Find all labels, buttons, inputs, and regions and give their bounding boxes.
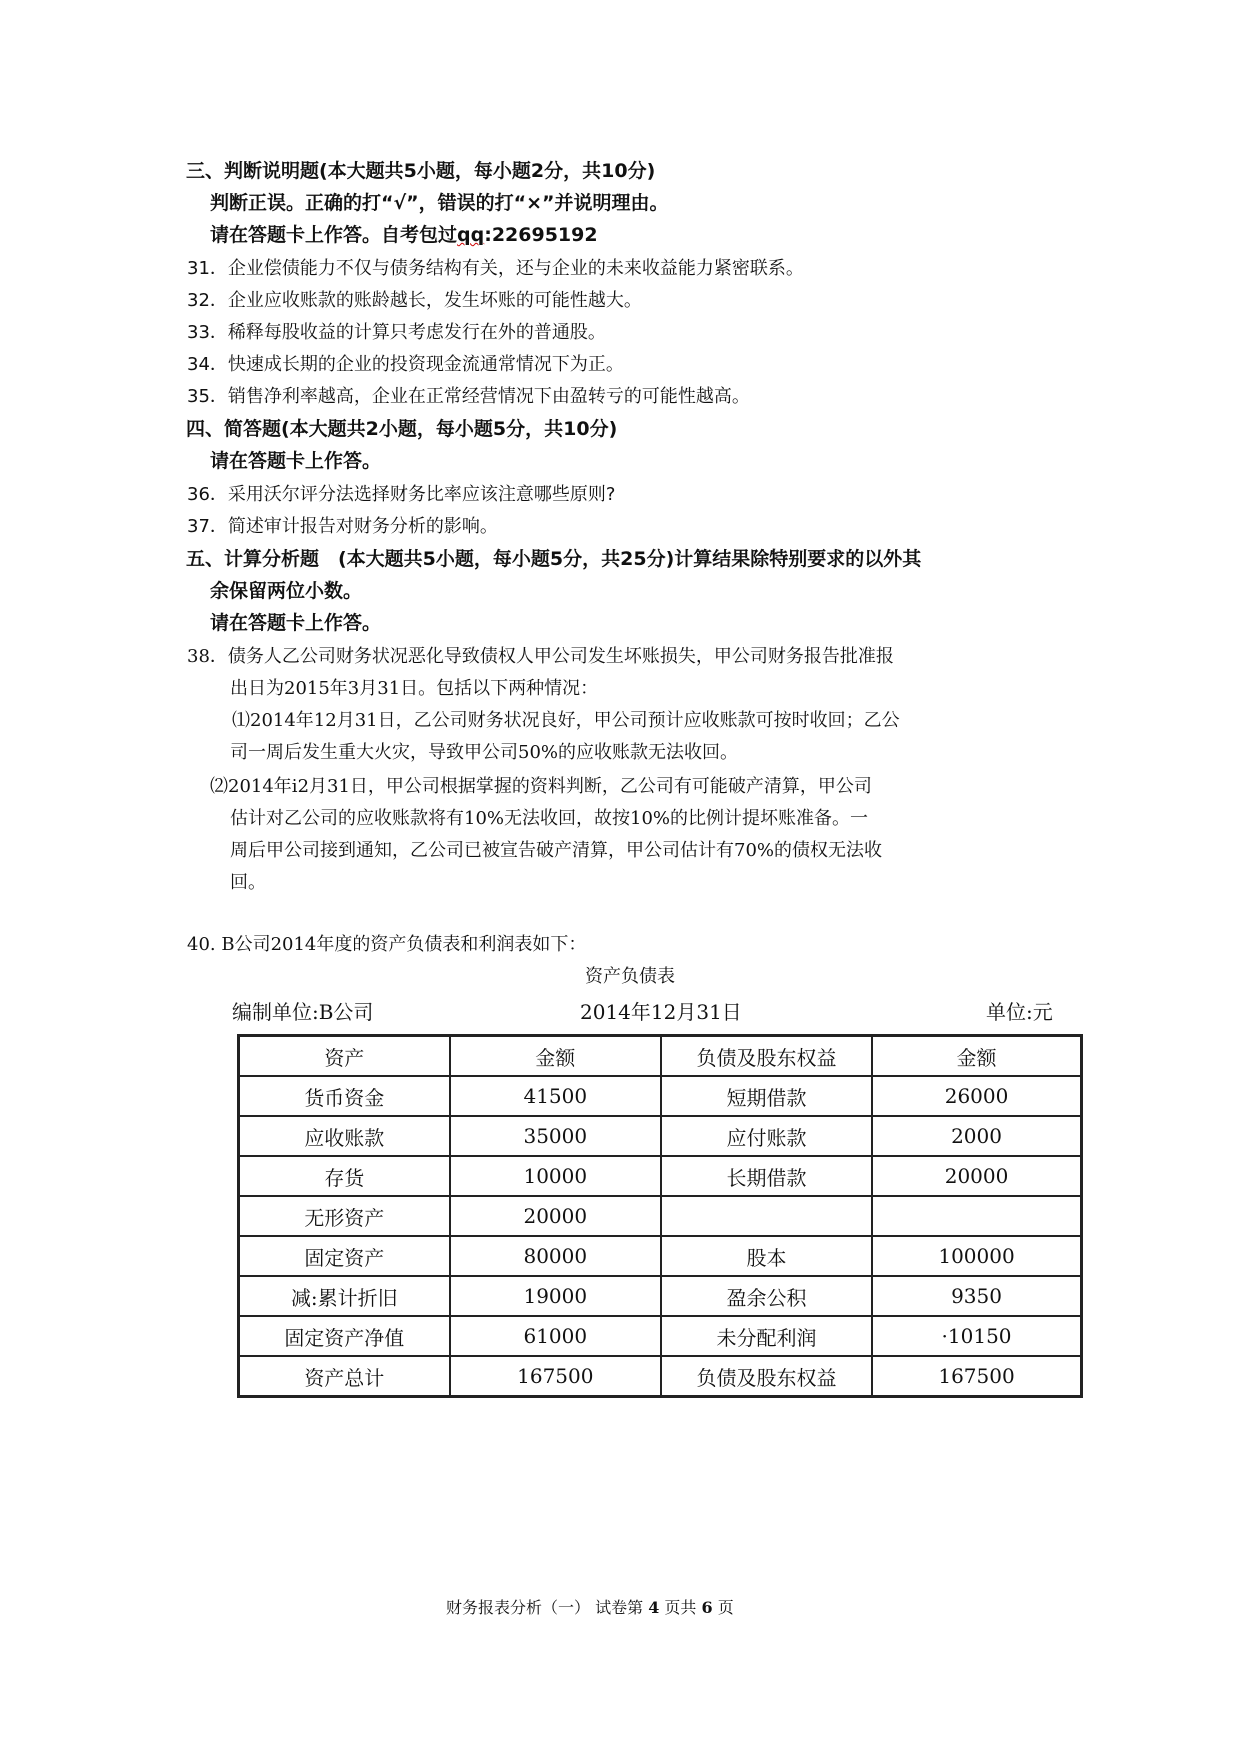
section5-instruction: 请在答题卡上作答。	[210, 612, 382, 634]
question-33: 33．稀释每股收益的计算只考虑发行在外的普通股。	[187, 322, 606, 343]
section4-title: 四、简答题(本大题共2小题，每小题5分，共10分)	[186, 418, 618, 440]
table-cell: 未分配利润	[661, 1316, 872, 1356]
table-cell: 应收账款	[239, 1116, 450, 1156]
footer-suffix: 页	[717, 1598, 734, 1617]
table-row	[239, 1276, 1082, 1316]
balance-sheet-table	[237, 1034, 1083, 1398]
table-cell	[661, 1196, 872, 1236]
table-cell: 2000	[872, 1116, 1081, 1156]
table-cell: 20000	[872, 1156, 1081, 1196]
table-cell: 26000	[872, 1076, 1081, 1116]
section5-title-cont: 余保留两位小数。	[210, 580, 363, 602]
q38-line-2: 出日为2015年3月31日。包括以下两种情况：	[230, 678, 599, 699]
table-cell: 短期借款	[661, 1076, 872, 1116]
table-header-row	[239, 1036, 1082, 1077]
footer-middle: 页共	[664, 1598, 697, 1617]
q38-line-7: 周后甲公司接到通知，乙公司已被宣告破产清算，甲公司估计有70%的债权无法收	[230, 840, 883, 861]
section5-title: 五、计算分析题 (本大题共5小题，每小题5分，共25分)计算结果除特别要求的以外其	[186, 548, 922, 570]
table-cell: 盈余公积	[661, 1276, 872, 1316]
table-cell: 存货	[239, 1156, 450, 1196]
q38-line-6: 估计对乙公司的应收账款将有10%无法收回，故按10%的比例计提坏账准备。一	[230, 808, 869, 829]
table-row	[239, 1356, 1082, 1397]
question-32: 32．企业应收账款的账龄越长，发生坏账的可能性越大。	[187, 290, 642, 311]
table-row	[239, 1236, 1082, 1276]
section3-title: 三、判断说明题(本大题共5小题，每小题2分，共10分)	[186, 160, 656, 182]
footer-prefix: 财务报表分析（一） 试卷第	[446, 1598, 644, 1617]
q38-line-4: 司一周后发生重大火灾，导致甲公司50%的应收账款无法收回。	[230, 742, 739, 763]
table-row	[239, 1116, 1082, 1156]
table-cell: 80000	[450, 1236, 661, 1276]
question-35: 35．销售净利率越高，企业在正常经营情况下由盈转亏的可能性越高。	[187, 386, 750, 407]
q38-line-5: ⑵2014年i2月31日，甲公司根据掌握的资料判断，乙公司有可能破产清算，甲公司	[210, 776, 872, 797]
question-34: 34．快速成长期的企业的投资现金流通常情况下为正。	[187, 354, 624, 375]
table-unit-right: 单位:元	[986, 1000, 1053, 1024]
qq-number: :22695192	[484, 224, 598, 246]
page-footer	[446, 1595, 734, 1618]
table-date: 2014年12月31日	[580, 1000, 742, 1024]
table-cell: 167500	[450, 1356, 661, 1397]
question-36: 36．采用沃尔评分法选择财务比率应该注意哪些原则?	[187, 484, 616, 505]
header-cell: 金额	[450, 1036, 661, 1077]
table-cell: 167500	[872, 1356, 1081, 1397]
table-row	[239, 1156, 1082, 1196]
answer-note-text: 请在答题卡上作答。自考包过	[210, 224, 458, 246]
header-cell: 金额	[872, 1036, 1081, 1077]
table-cell: 货币资金	[239, 1076, 450, 1116]
header-cell: 资产	[239, 1036, 450, 1077]
table-cell: 100000	[872, 1236, 1081, 1276]
q38-line-8: 回。	[230, 872, 266, 893]
table-cell: 应付账款	[661, 1116, 872, 1156]
q38-line-3: ⑴2014年12月31日，乙公司财务状况良好，甲公司预计应收账款可按时收回；乙公	[232, 710, 900, 731]
header-cell: 负债及股东权益	[661, 1036, 872, 1077]
table-title: 资产负债表	[585, 966, 675, 987]
table-cell: 61000	[450, 1316, 661, 1356]
table-cell: ·10150	[872, 1316, 1081, 1356]
table-cell: 10000	[450, 1156, 661, 1196]
section4-instruction: 请在答题卡上作答。	[210, 450, 382, 472]
table-cell: 减:累计折旧	[239, 1276, 450, 1316]
table-cell	[872, 1196, 1081, 1236]
q40-intro: 40. B公司2014年度的资产负债表和利润表如下：	[187, 934, 587, 955]
table-unit-left: 编制单位:B公司	[232, 1000, 374, 1024]
question-31: 31．企业偿债能力不仅与债务结构有关，还与企业的未来收益能力紧密联系。	[187, 258, 804, 279]
table-row	[239, 1076, 1082, 1116]
table-cell: 负债及股东权益	[661, 1356, 872, 1397]
table-cell: 19000	[450, 1276, 661, 1316]
footer-page-number: 4	[648, 1598, 660, 1617]
table-cell: 41500	[450, 1076, 661, 1116]
section3-instruction: 判断正误。正确的打“√”，错误的打“×”并说明理由。	[210, 192, 669, 214]
table-cell: 9350	[872, 1276, 1081, 1316]
table-cell: 固定资产净值	[239, 1316, 450, 1356]
table-row	[239, 1316, 1082, 1356]
question-37: 37．简述审计报告对财务分析的影响。	[187, 516, 498, 537]
table-cell: 固定资产	[239, 1236, 450, 1276]
table-cell: 无形资产	[239, 1196, 450, 1236]
q38-line-1: 38．债务人乙公司财务状况恶化导致债权人甲公司发生坏账损失，甲公司财务报告批准报	[187, 646, 894, 667]
table-cell: 股本	[661, 1236, 872, 1276]
footer-total-pages: 6	[701, 1598, 713, 1617]
table-cell: 20000	[450, 1196, 661, 1236]
section3-answer-note	[210, 220, 598, 247]
table-row	[239, 1196, 1082, 1236]
table-cell: 35000	[450, 1116, 661, 1156]
qq-label: qq	[457, 224, 485, 246]
table-cell: 资产总计	[239, 1356, 450, 1397]
table-cell: 长期借款	[661, 1156, 872, 1196]
